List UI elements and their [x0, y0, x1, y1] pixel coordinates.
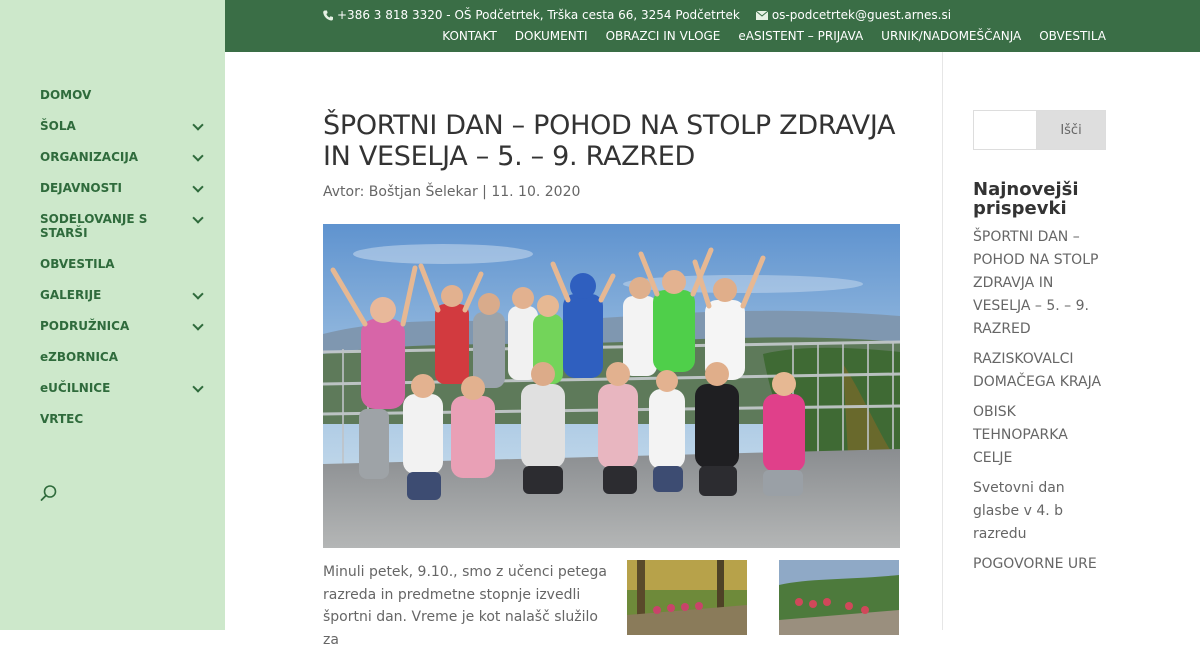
nav-item-organizacija[interactable] — [40, 150, 210, 164]
top-nav-urnik[interactable]: URNIK/NADOMEŠČANJA — [881, 29, 1022, 43]
chevron-down-icon[interactable] — [192, 288, 203, 299]
recent-post-link[interactable]: ŠPORTNI DAN – POHOD NA STOLP ZDRAVJA IN VESELJA – 5. – 9. RAZRED — [973, 229, 1099, 337]
post-excerpt: Minuli petek, 9.10., smo z učenci petega razreda in predmetne stopnje izvedli športni dan. Vreme je kot nalašč služilo za — [323, 564, 607, 648]
nav-item-label: ŠOLA — [40, 119, 76, 133]
search-input[interactable] — [973, 110, 1036, 150]
post-meta: Avtor: Boštjan Šelekar | 11. 10. 2020 — [323, 184, 581, 200]
recent-post-link[interactable]: POGOVORNE URE — [973, 556, 1097, 572]
nav-item-obvestila[interactable] — [40, 257, 210, 271]
group-on-trail-photo — [779, 560, 899, 635]
chevron-down-icon[interactable] — [192, 381, 203, 392]
left-sidebar — [0, 0, 225, 630]
gallery-thumbnail-2[interactable] — [779, 560, 899, 635]
chevron-down-icon[interactable] — [192, 150, 203, 161]
post-header — [323, 110, 900, 200]
email-info[interactable] — [756, 8, 951, 22]
chevron-down-icon[interactable] — [192, 212, 203, 223]
phone-text: +386 3 818 3320 - OŠ Podčetrtek, Trška cesta 66, 3254 Podčetrtek — [337, 8, 740, 22]
post-title: ŠPORTNI DAN – POHOD NA STOLP ZDRAVJA IN VESELJA – 5. – 9. RAZRED — [323, 110, 896, 172]
chevron-down-icon[interactable] — [192, 181, 203, 192]
phone-icon — [323, 10, 333, 21]
top-nav-obrazci[interactable]: OBRAZCI IN VLOGE — [605, 29, 721, 43]
recent-post-link[interactable]: OBISK TEHNOPARKA CELJE — [973, 404, 1068, 466]
top-bar — [225, 0, 1200, 52]
recent-post-link[interactable]: Svetovni dan glasbe v 4. b razredu — [973, 480, 1065, 542]
nav-item-vrtec[interactable] — [40, 412, 210, 426]
nav-item-label: GALERIJE — [40, 288, 102, 302]
recent-posts-list — [973, 226, 1108, 583]
nav-item-label: ORGANIZACIJA — [40, 150, 139, 164]
envelope-icon — [756, 11, 768, 20]
nav-item-label: eZBORNICA — [40, 350, 119, 364]
nav-item-label: OBVESTILA — [40, 257, 115, 271]
nav-item-podruznica[interactable] — [40, 319, 210, 333]
recent-posts-title: Najnovejši prispevki — [973, 179, 1079, 219]
top-nav-kontakt[interactable]: KONTAKT — [442, 29, 497, 43]
contact-info — [323, 8, 951, 22]
forest-path-photo — [627, 560, 747, 635]
email-link[interactable]: os-podcetrtek@guest.arnes.si — [771, 8, 952, 22]
chevron-down-icon[interactable] — [192, 319, 203, 330]
gallery-thumbnail-1[interactable] — [627, 560, 747, 635]
nav-item-domov[interactable] — [40, 88, 210, 102]
group-photo — [323, 224, 900, 548]
top-nav — [442, 29, 1106, 43]
nav-item-sola[interactable] — [40, 119, 210, 133]
nav-item-label: DOMOV — [40, 88, 92, 102]
top-nav-easistent[interactable]: eASISTENT – PRIJAVA — [738, 29, 864, 43]
search-icon[interactable] — [40, 484, 58, 502]
nav-item-label: DEJAVNOSTI — [40, 181, 122, 195]
post-featured-image[interactable] — [323, 224, 900, 548]
main-nav — [40, 88, 210, 443]
nav-item-label: SODELOVANJE S STARŠI — [40, 212, 148, 240]
nav-item-eucilnice[interactable] — [40, 381, 210, 395]
chevron-down-icon[interactable] — [192, 119, 203, 130]
nav-item-dejavnosti[interactable] — [40, 181, 210, 195]
top-nav-obvestila[interactable]: OBVESTILA — [1039, 29, 1106, 43]
nav-item-ezbornica[interactable] — [40, 350, 210, 364]
search-button[interactable]: Išči — [1036, 110, 1106, 150]
nav-item-galerije[interactable] — [40, 288, 210, 302]
phone-info — [323, 8, 740, 22]
nav-item-sodelovanje[interactable] — [40, 212, 210, 240]
nav-item-label: eUČILNICE — [40, 381, 111, 395]
search-form — [973, 110, 1106, 150]
recent-post-link[interactable]: RAZISKOVALCI DOMAČEGA KRAJA — [973, 351, 1102, 390]
content-divider — [942, 52, 943, 630]
top-nav-dokumenti[interactable]: DOKUMENTI — [514, 29, 588, 43]
nav-item-label: VRTEC — [40, 412, 84, 426]
nav-item-label: PODRUŽNICA — [40, 319, 130, 333]
